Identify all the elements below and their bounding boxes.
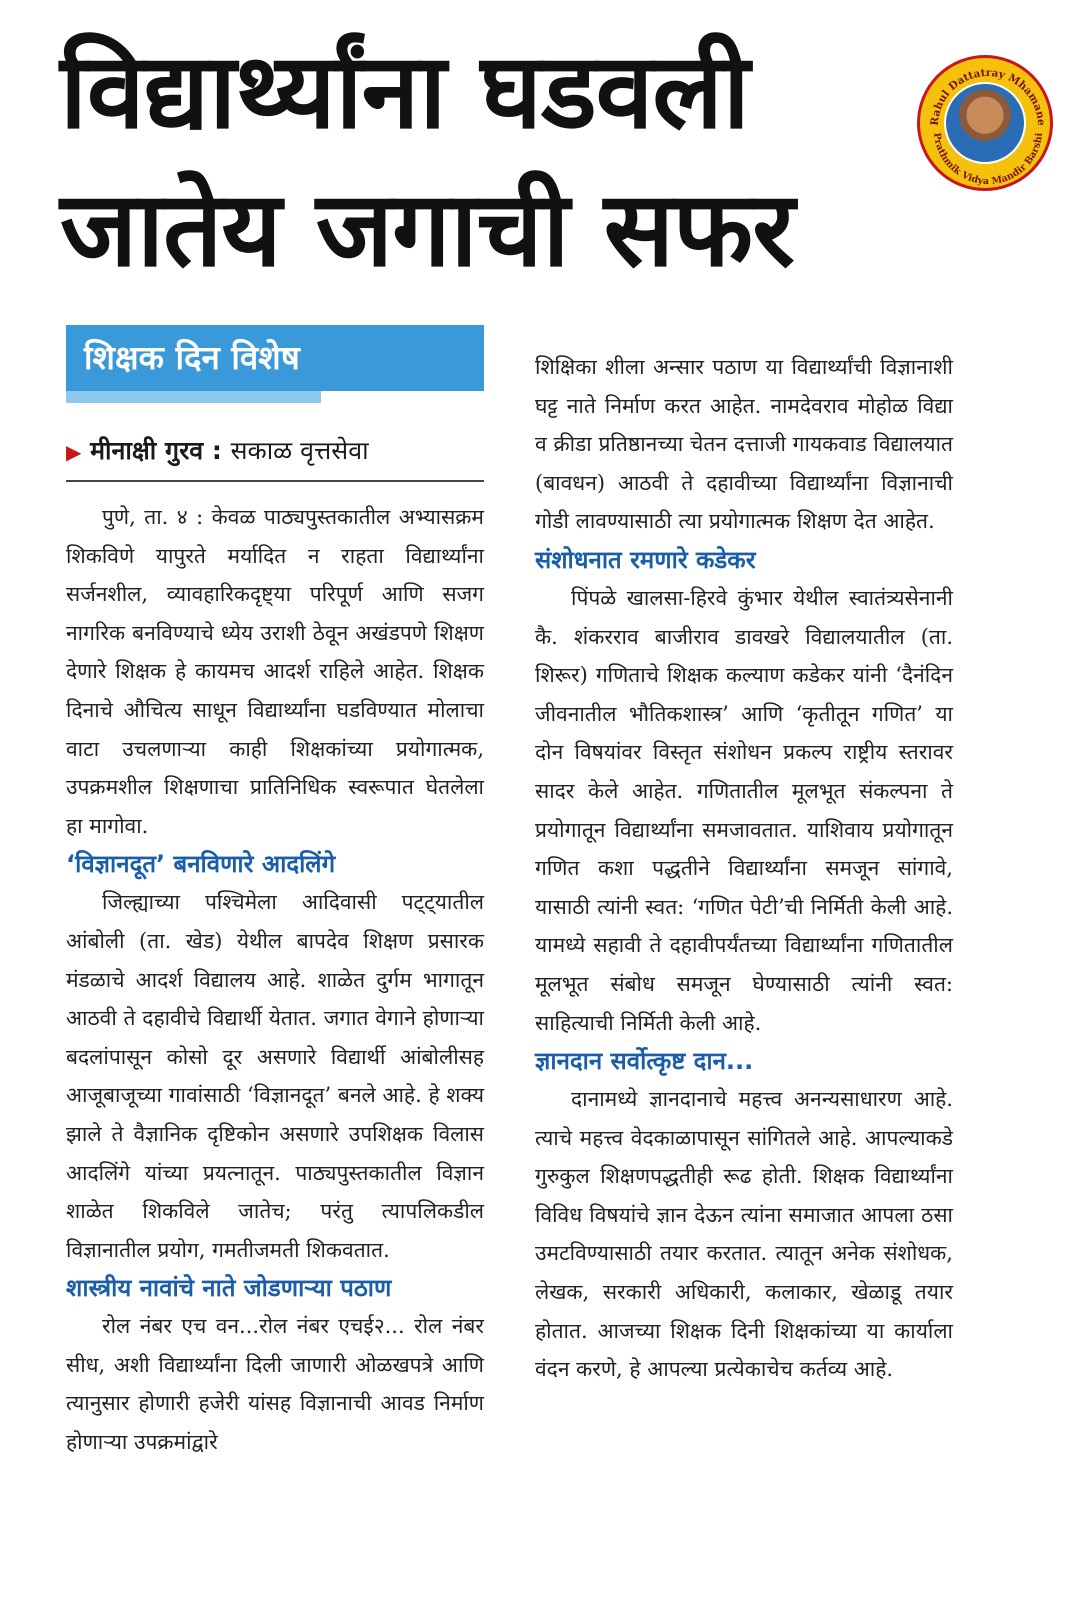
headline (60, 22, 900, 298)
byline-source: सकाळ वृत्तसेवा (230, 436, 369, 465)
section-4-body: दानामध्ये ज्ञानदानाचे महत्त्व अनन्यसाधारण आहे. त्याचे महत्त्व वेदकाळापासून सांगितले आहे. आपल्याकडे गुरुकुल शिक्षणपद्धतीही रूढ होती. शिक्षक विद्यार्थ्यांना विविध विषयांचे ज्ञान देऊन त्यांना समाजात आपला ठसा उमटविण्यासाठी तयार करतात. त्यातून अनेक संशोधक, लेखक, सरकारी अधिकारी, कलाकार, खेळाडू तयार होतात. आजच्या शिक्षक दिनी शिक्षकांच्या या कार्याला वंदन करणे, हे आपल्या प्रत्येकाचेच कर्तव्य आहे. (535, 1087, 953, 1382)
badge-top-text: Rahul Dattatray Mhamane (928, 66, 1048, 127)
byline-author: मीनाक्षी गुरव : (90, 436, 222, 465)
section-1-body: जिल्ह्याच्या पश्चिमेला आदिवासी पट्ट्यातील आंबोली (ता. खेड) येथील बापदेव शिक्षण प्रसारक मंडळाचे आदर्श विद्यालय आहे. शाळेत दुर्गम भागातून आठवी ते दहावीचे विद्यार्थी येतात. जगात वेगाने होणाऱ्या बदलांपासून कोसो दूर असणारे विद्यार्थी आंबोलीसह आजूबाजूच्या गावांसाठी ‘विज्ञानदूत’ बनले आहे. हे शक्य झाले ते वैज्ञानिक दृष्टिकोन असणारे उपशिक्षक विलास आदलिंगे यांच्या प्रयत्नातून. पाठ्यपुस्तकातील विज्ञान शाळेत शिकविले जातेच; परंतु त्यापलिकडील विज्ञानातील प्रयोग, गमतीजमती शिकवतात. (66, 890, 484, 1262)
intro-paragraph: पुणे, ता. ४ : केवळ पाठ्यपुस्तकातील अभ्यासक्रम शिकविणे यापुरते मर्यादित न राहता विद्यार्थ्यांना सर्जनशील, व्यावहारिकदृष्ट्या परिपूर्ण आणि सजग नागरिक बनविण्याचे ध्येय उराशी ठेवून अखंडपणे शिक्षण देणारे शिक्षक हे कायमच आदर्श राहिले आहेत. शिक्षक दिनाचे औचित्य साधून विद्यार्थ्यांना घडविण्यात मोलाचा वाटा उचलणाऱ्या काही शिक्षकांच्या प्रयोगात्मक, उपक्रमशील शिक्षणाचा प्रातिनिधिक स्वरूपात घेतलेला हा मागोवा. (66, 505, 484, 838)
right-column (535, 348, 955, 1389)
right-body (535, 348, 953, 1389)
badge-ring (920, 58, 1056, 194)
byline (66, 433, 484, 482)
byline-arrow-icon: ▶ (66, 440, 82, 464)
section-2-title: शास्त्रीय नावांचे नाते जोडणाऱ्या पठाण (66, 1274, 392, 1303)
section-3-body: पिंपळे खालसा-हिरवे कुंभार येथील स्वातंत्र्यसेनानी कै. शंकरराव बाजीराव डावखरे विद्यालयातील (ता. शिरूर) गणिताचे शिक्षक कल्याण कडेकर यांनी ‘दैनंदिन जीवनातील भौतिकशास्त्र’ आणि ‘कृतीतून गणित’ या दोन विषयांवर विस्तृत संशोधन प्रकल्प राष्ट्रीय स्तरावर सादर केले आहेत. गणितातील मूलभूत संकल्पना ते प्रयोगातून विद्यार्थ्यांना समजावतात. याशिवाय प्रयोगातून गणित कशा पद्धतीने विद्यार्थ्यांना समजून सांगावे, यासाठी त्यांनी स्वत: ‘गणित पेटी’ची निर्मिती केली आहे. यामध्ये सहावी ते दहावीपर्यंतच्या विद्यार्थ्यांना गणितातील मूलभूत संबोध समजून घेण्यासाठी त्यांनी स्वत: साहित्याची निर्मिती केली आहे. (535, 585, 953, 1035)
section-4-title: ज्ञानदान सर्वोत्कृष्ट दान... (535, 1047, 754, 1076)
left-body (66, 498, 484, 1462)
badge-bottom-text: Prathmik Vidya Mandir Barshi (930, 132, 1045, 188)
headline-line-1: विद्यार्थ्यांना घडवली (60, 30, 749, 152)
svg-text:Prathmik Vidya Mandir Barshi (931, 132, 1045, 187)
banner-underline (66, 391, 321, 403)
author-badge (917, 55, 1053, 191)
section-2-body: रोल नंबर एच वन...रोल नंबर एचई२... रोल नंबर सीध, अशी विद्यार्थ्यांना दिली जाणारी ओळखपत्रे आणि त्यानुसार होणारी हजेरी यांसह विज्ञानाची आवड निर्माण होणाऱ्या उपक्रमांद्वारे (66, 1314, 484, 1455)
svg-text:Rahul Dattatray Mhamane (929, 67, 1047, 126)
left-column (66, 325, 496, 1462)
headline-line-2: जातेय जगाची सफर (60, 168, 794, 290)
section-banner: शिक्षक दिन विशेष (66, 325, 484, 391)
continuation-paragraph: शिक्षिका शीला अन्सार पठाण या विद्यार्थ्यांची विज्ञानाशी घट्ट नाते निर्माण करत आहेत. नामदेवराव मोहोळ विद्या व क्रीडा प्रतिष्ठानच्या चेतन दत्ताजी गायकवाड विद्यालयात (बावधन) आठवी ते दहावीच्या विद्यार्थ्यांना विज्ञानाची गोडी लावण्यासाठी त्या प्रयोगात्मक शिक्षण देत आहेत. (535, 355, 953, 534)
section-3-title: संशोधनात रमणारे कडेकर (535, 545, 756, 574)
section-1-title: ‘विज्ञानदूत’ बनविणारे आदलिंगे (66, 850, 336, 879)
